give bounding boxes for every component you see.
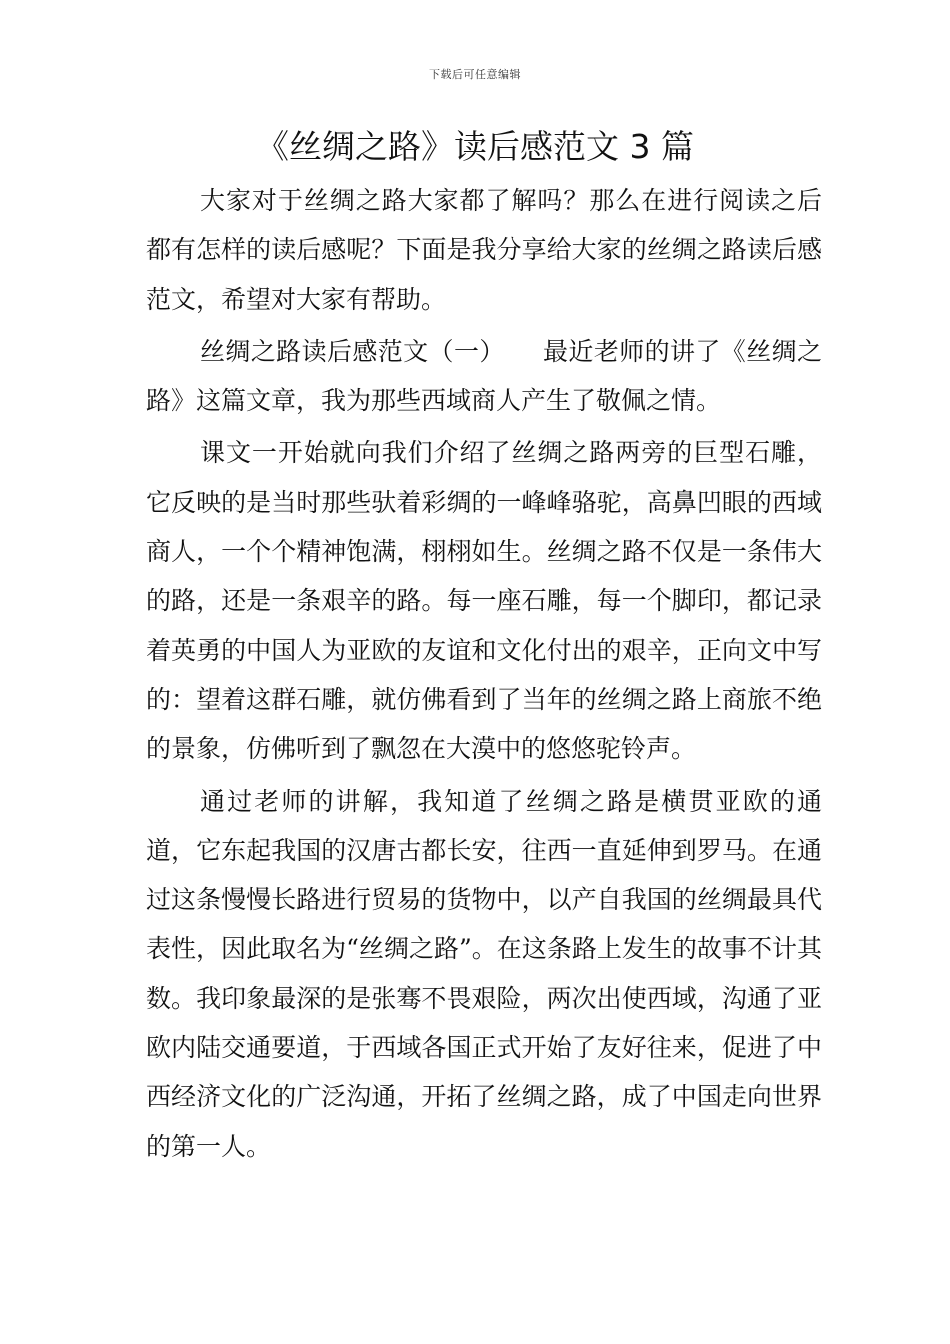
document-title: 《丝绸之路》读后感范文 3 篇 (256, 127, 694, 166)
paragraph-intro: 大家对于丝绸之路大家都了解吗？那么在进行阅读之后都有怎样的读后感呢？下面是我分享给大家的丝绸之路读后感范文，希望对大家有帮助。 (146, 186, 822, 314)
paragraph-silk-road-history: 通过老师的讲解，我知道了丝绸之路是横贯亚欧的通道，它东起我国的汉唐古都长安，往西一直延伸到罗马。在通过这条慢慢长路进行贸易的货物中，以产自我国的丝绸最具代表性，因此取名为“丝绸之路”。在这条路上发生的故事不计其数。我印象最深的是张骞不畏艰险，两次出使西域，沟通了亚欧内陆交通要道，于西域各国正式开始了友好往来，促进了中西经济文化的广泛沟通，开拓了丝绸之路，成了中国走向世界的第一人。 (146, 786, 822, 1161)
header-note: 下载后可任意编辑 (429, 68, 521, 81)
paragraph-essay-one-heading: 丝绸之路读后感范文（一） 最近老师的讲了《丝绸之路》这篇文章，我为那些西域商人产生了敬佩之情。 (146, 336, 822, 416)
document-body (146, 176, 822, 1174)
paragraph-stone-statues: 课文一开始就向我们介绍了丝绸之路两旁的巨型石雕，它反映的是当时那些驮着彩绸的一峰峰骆驼，高鼻凹眼的西域商人，一个个精神饱满，栩栩如生。丝绸之路不仅是一条伟大的路，还是一条艰辛的路。每一座石雕，每一个脚印，都记录着英勇的中国人为亚欧的友谊和文化付出的艰辛，正向文中写的：望着这群石雕，就仿佛看到了当年的丝绸之路上商旅不绝的景象，仿佛听到了飘忽在大漠中的悠悠驼铃声。 (146, 438, 822, 764)
